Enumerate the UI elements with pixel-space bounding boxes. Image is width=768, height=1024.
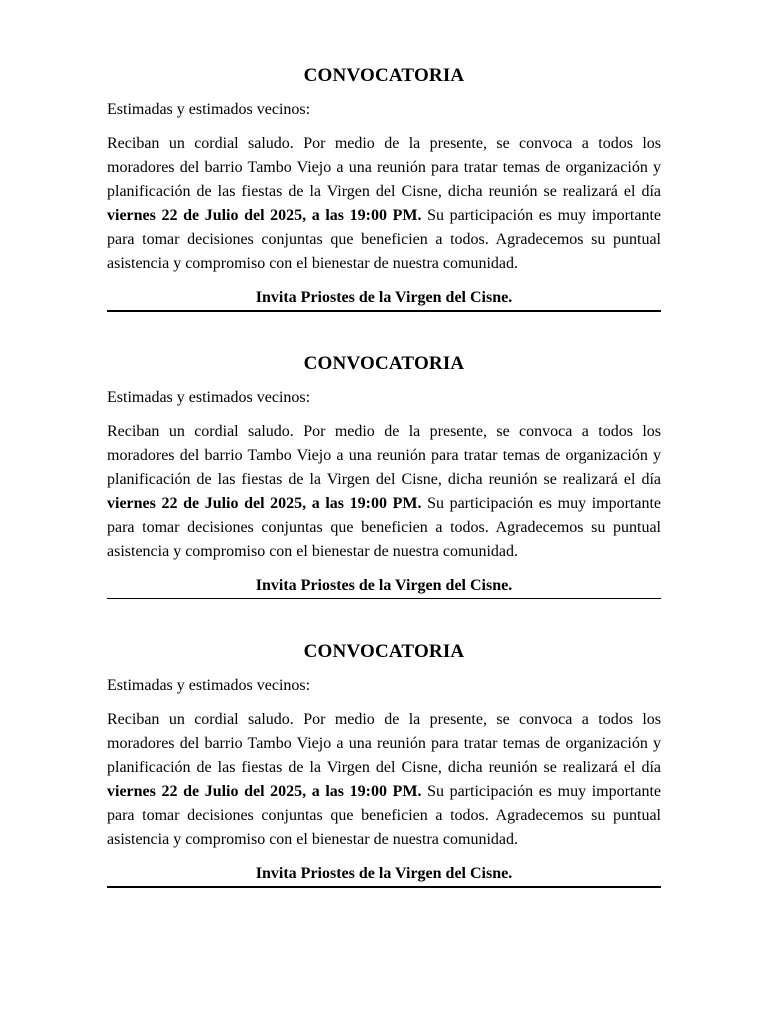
notice-title: CONVOCATORIA	[303, 65, 465, 86]
notice-greeting: Estimadas y estimados vecinos:	[107, 677, 311, 694]
notice-body-end: Su participación es muy importante para tomar decisiones conjuntas que beneficien a todos. Agradecemos su puntual asistencia y compromiso con el bienestar de nuestra comunidad.	[107, 207, 662, 272]
notice-greeting: Estimadas y estimados vecinos:	[107, 389, 311, 406]
notice-body-start: Reciban un cordial saludo. Por medio de la presente, se convoca a todos los moradores del barrio Tambo Viejo a una reunión para tratar temas de organización y planificación de las fiestas de la Virgen del Cisne, dicha reunión se realizará el día	[107, 135, 661, 200]
document-page	[107, 64, 661, 928]
notice-body-end: Su participación es muy importante para tomar decisiones conjuntas que beneficien a todos. Agradecemos su puntual asistencia y compromiso con el bienestar de nuestra comunidad.	[107, 495, 662, 560]
notice-block-3	[107, 640, 661, 928]
separator-line	[107, 310, 661, 312]
notice-date-emphasis: viernes 22 de Julio del 2025, a las 19:00 PM.	[107, 207, 422, 224]
notice-body-start: Reciban un cordial saludo. Por medio de la presente, se convoca a todos los moradores del barrio Tambo Viejo a una reunión para tratar temas de organización y planificación de las fiestas de la Virgen del Cisne, dicha reunión se realizará el día	[107, 711, 661, 776]
notice-signature: Invita Priostes de la Virgen del Cisne.	[255, 577, 513, 594]
notice-body	[107, 132, 661, 276]
separator-line	[107, 886, 661, 888]
notice-title: CONVOCATORIA	[303, 641, 465, 662]
separator-line	[107, 598, 661, 599]
notice-signature: Invita Priostes de la Virgen del Cisne.	[255, 289, 513, 306]
notice-body	[107, 708, 661, 852]
notice-body	[107, 420, 661, 564]
notice-block-2	[107, 352, 661, 640]
notice-signature: Invita Priostes de la Virgen del Cisne.	[255, 865, 513, 882]
notice-date-emphasis: viernes 22 de Julio del 2025, a las 19:00 PM.	[107, 783, 422, 800]
notice-greeting: Estimadas y estimados vecinos:	[107, 101, 311, 118]
notice-body-start: Reciban un cordial saludo. Por medio de la presente, se convoca a todos los moradores del barrio Tambo Viejo a una reunión para tratar temas de organización y planificación de las fiestas de la Virgen del Cisne, dicha reunión se realizará el día	[107, 423, 661, 488]
notice-date-emphasis: viernes 22 de Julio del 2025, a las 19:00 PM.	[107, 495, 422, 512]
notice-body-end: Su participación es muy importante para tomar decisiones conjuntas que beneficien a todos. Agradecemos su puntual asistencia y compromiso con el bienestar de nuestra comunidad.	[107, 783, 662, 848]
notice-block-1	[107, 64, 661, 352]
notice-title: CONVOCATORIA	[303, 353, 465, 374]
